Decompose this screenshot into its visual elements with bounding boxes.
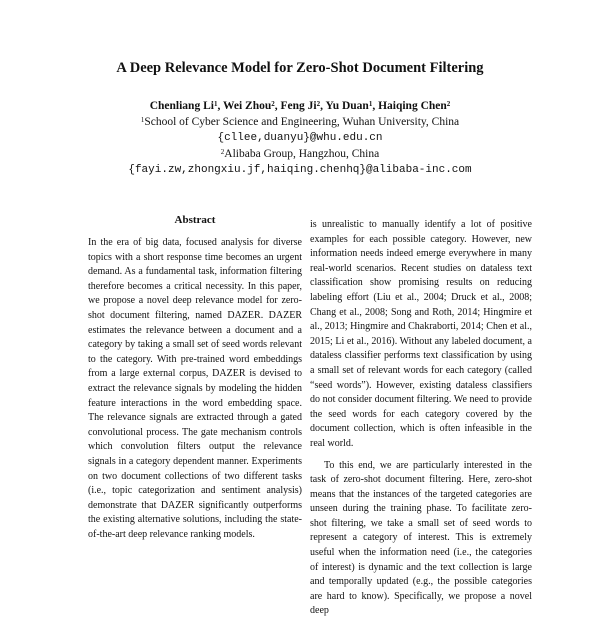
author-affil-mark: 1	[369, 100, 373, 108]
intro-column	[310, 218, 532, 619]
author-affil-mark: 2	[271, 100, 275, 108]
author-name: Yu Duan	[325, 100, 368, 112]
author-names: Chenliang Li$^1$, Wei Zhou$^2$, Feng Ji$^2$, Yu Duan$^1$, Haiqing Chen$^2$	[0, 98, 600, 114]
author-affil-mark: 2	[317, 100, 321, 108]
author-name: Feng Ji	[281, 100, 317, 112]
author-name: Haiqing Chen	[378, 100, 447, 112]
author-affil-mark: 2	[447, 100, 451, 108]
author-name: Wei Zhou	[223, 100, 271, 112]
affiliation-1: $^1$School of Cyber Science and Engineering, Wuhan University, China	[0, 114, 600, 130]
email-2: {fayi.zw,zhongxiu.jf,haiqing.chenhq}@alibaba-inc.com	[0, 162, 600, 178]
intro-paragraph-1: is unrealistic to manually identify a lot of positive examples for each possible category. However, new information needs indeed emerge everywhere in many real-world scenarios. Recent studies on dataless text classification show promising results on reducing labeling effort (Liu et al., 2004; Druck et al., 2008; Chang et al., 2008; Song and Roth, 2014; Hingmire et al., 2013; Hingmire and Chakraborti, 2014; Chen et al., 2015; Li et al., 2016). Without any labeled document, a dataless classifier performs text classification by using a small set of relevant words for each category (called “seed words”). However, existing dataless classifiers do not consider document filtering. We need to provide the seed words for each category covered by the document collection, which is often infeasible in the real world.	[310, 218, 532, 452]
abstract-text: In the era of big data, focused analysis for diverse topics with a short response time becomes an urgent demand. As a fundamental task, information filtering therefore becomes a critical necessity. In this paper, we propose a novel deep relevance model for zero-shot document filtering, named DAZER. DAZER estimates the relevance between a document and a category by taking a small set of seed words relevant to the category. With pre-trained word embeddings from a large external corpus, DAZER is devised to extract the relevance signals by modeling the hidden feature interactions in the word embedding space. The relevance signals are extracted through a gated convolutional process. The gate mechanism controls which convolution filters output the relevance signals in a category dependent manner. Experiments on two document collections of two different tasks (i.e., topic categorization and sentiment analysis) demonstrate that DAZER significantly outperforms the existing alternative solutions, including the state-of-the-art deep relevance ranking models.	[88, 236, 302, 542]
paper-title: A Deep Relevance Model for Zero-Shot Document Filtering	[0, 60, 600, 77]
abstract-heading: Abstract	[88, 214, 302, 226]
email-1: {cllee,duanyu}@whu.edu.cn	[0, 130, 600, 146]
affiliation-2: $^2$Alibaba Group, Hangzhou, China	[0, 146, 600, 162]
author-affil-mark: 1	[214, 100, 218, 108]
abstract-column	[88, 236, 302, 542]
intro-paragraph-2: To this end, we are particularly interested in the task of zero-shot document filtering. Here, zero-shot means that the instances of the targeted categories are unseen during the training phase. To facilitate zero-shot filtering, we take a small set of seed words to represent a category of interest. This is extremely useful when the information need (i.e., the categories of interest) is dynamic and the text collection is large and temporally updated (e.g., the possible categories are hard to know). Specifically, we propose a novel deep	[310, 459, 532, 619]
author-name: Chenliang Li	[150, 100, 214, 112]
author-block	[0, 98, 600, 178]
